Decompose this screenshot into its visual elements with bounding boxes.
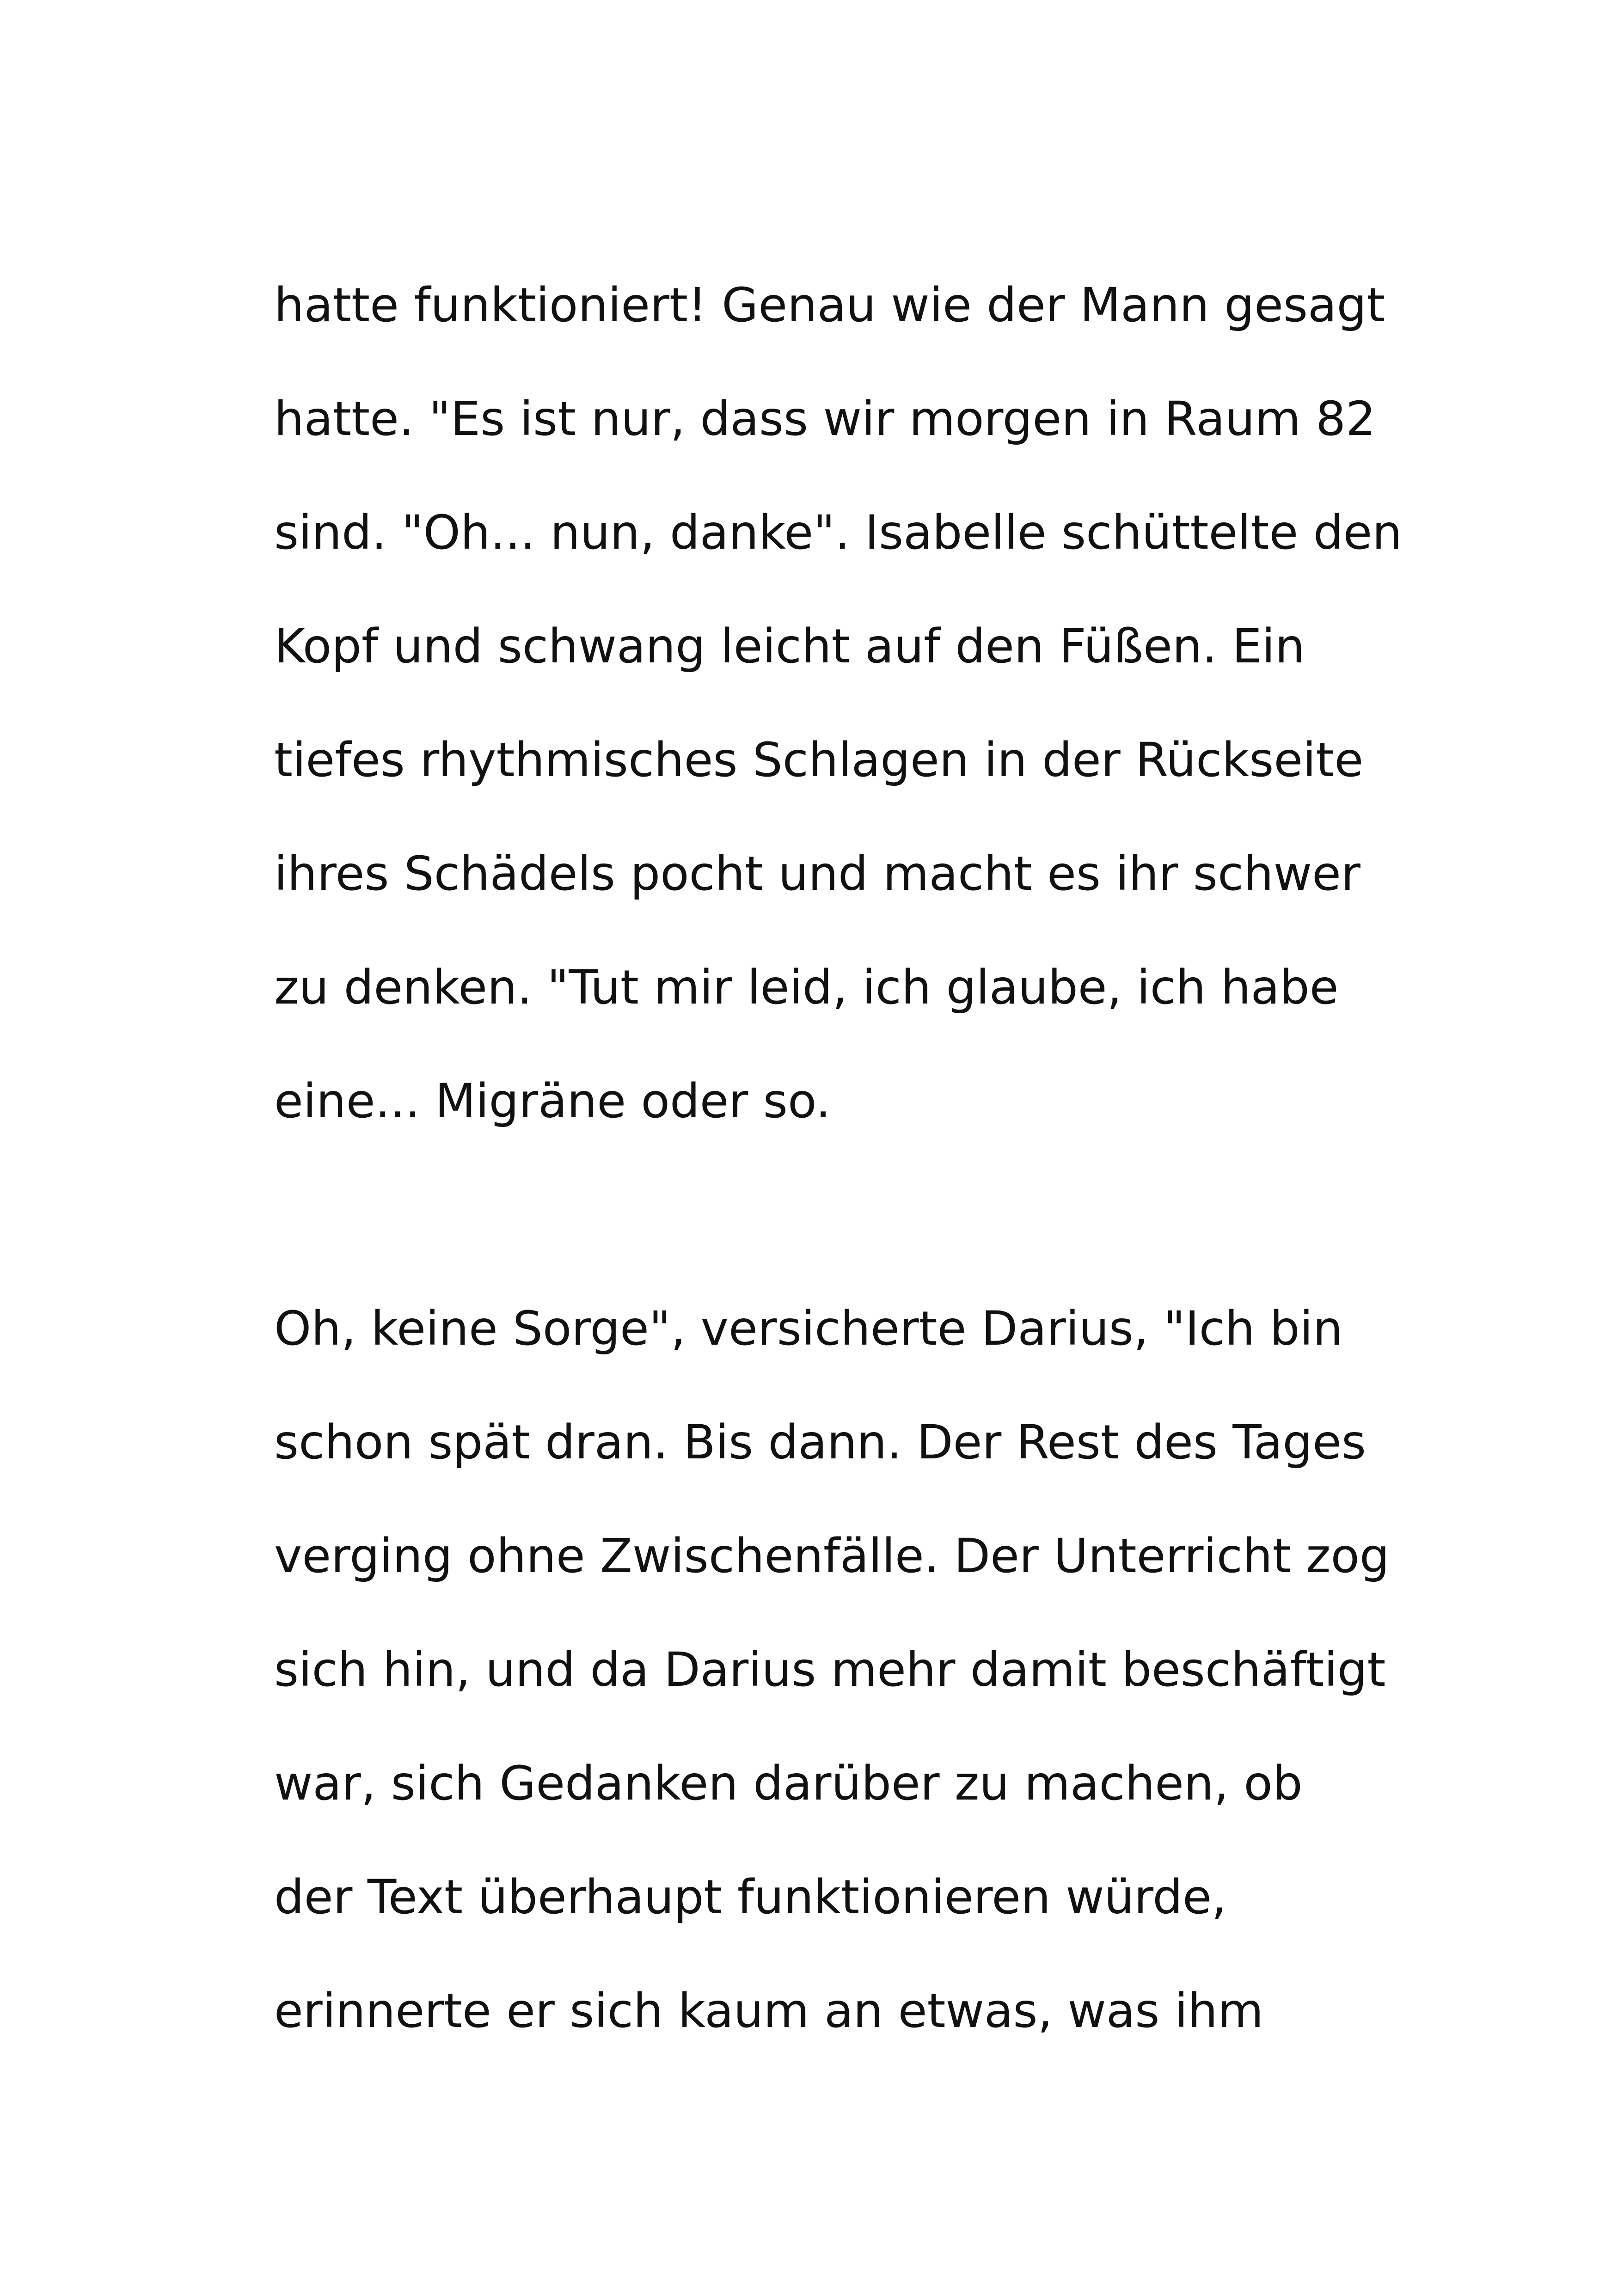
text-line: erinnerte er sich kaum an etwas, was ihm: [274, 1984, 1264, 2039]
text-line: verging ohne Zwischenfälle. Der Unterricht zog: [274, 1529, 1390, 1584]
text-line: ihres Schädels pocht und macht es ihr schwer: [274, 846, 1361, 901]
text-line: tiefes rhythmisches Schlagen in der Rückseite: [274, 733, 1364, 788]
text-line: sind. "Oh... nun, danke". Isabelle schüttelte den: [274, 505, 1402, 560]
text-line: war, sich Gedanken darüber zu machen, ob: [274, 1756, 1303, 1811]
text-line: Oh, keine Sorge", versicherte Darius, "Ich bin: [274, 1301, 1343, 1356]
text-line: schon spät dran. Bis dann. Der Rest des Tages: [274, 1415, 1366, 1470]
text-line: eine... Migräne oder so.: [274, 1074, 831, 1129]
text-line: Kopf und schwang leicht auf den Füßen. Ein: [274, 619, 1305, 674]
text-line: sich hin, und da Darius mehr damit beschäftigt: [274, 1642, 1386, 1697]
text-line: der Text überhaupt funktionieren würde,: [274, 1870, 1227, 1925]
text-line: zu denken. "Tut mir leid, ich glaube, ich habe: [274, 960, 1339, 1015]
text-line: hatte. "Es ist nur, dass wir morgen in Raum 82: [274, 392, 1376, 447]
text-line: hatte funktioniert! Genau wie der Mann gesagt: [274, 278, 1385, 333]
